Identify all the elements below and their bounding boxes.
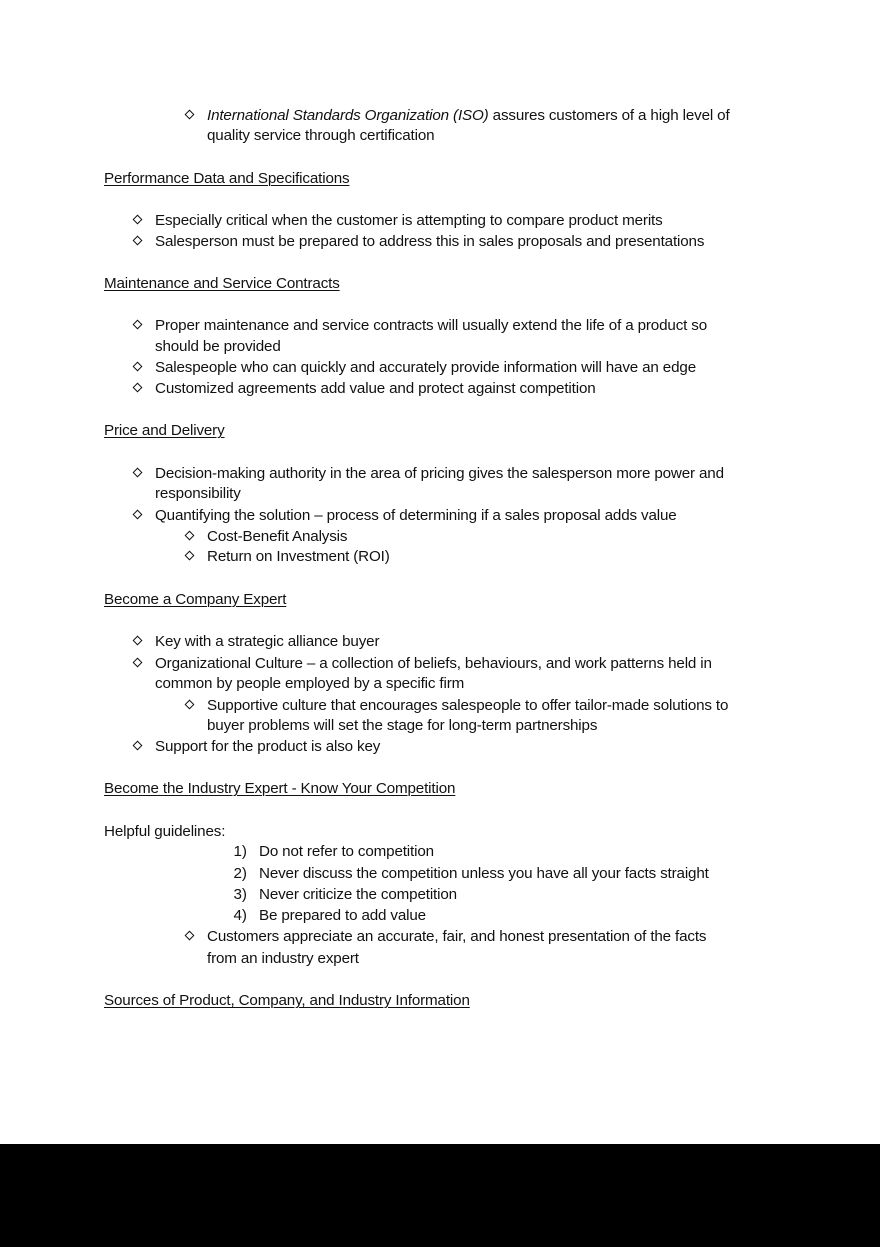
section-heading-performance: Performance Data and Specifications <box>104 170 350 187</box>
numbered-item-text: Do not refer to competition <box>259 843 434 860</box>
diamond-bullet-icon <box>133 468 143 478</box>
bullet-text-continued: responsibility <box>155 485 241 502</box>
diamond-bullet-icon <box>185 110 195 120</box>
bottom-black-band <box>0 1144 880 1247</box>
diamond-bullet-icon <box>133 636 143 646</box>
bullet-text: Salespeople who can quickly and accurately provide information will have an edge <box>155 359 696 376</box>
diamond-bullet-icon <box>133 658 143 668</box>
bullet-text: Customized agreements add value and protect against competition <box>155 380 596 397</box>
list-number: 1) <box>233 843 247 860</box>
section-heading-industry-expert: Become the Industry Expert - Know Your Competition <box>104 780 456 797</box>
list-number: 4) <box>233 907 247 924</box>
diamond-bullet-icon <box>185 551 195 561</box>
iso-bullet-line-2: quality service through certification <box>207 127 435 144</box>
diamond-bullet-icon <box>133 741 143 751</box>
diamond-bullet-icon <box>133 320 143 330</box>
section-heading-price-delivery: Price and Delivery <box>104 422 225 439</box>
diamond-bullet-icon <box>185 931 195 941</box>
diamond-bullet-icon <box>133 510 143 520</box>
bullet-text: Organizational Culture – a collection of beliefs, behaviours, and work patterns held in <box>155 655 712 672</box>
diamond-bullet-icon <box>133 383 143 393</box>
bullet-text: Proper maintenance and service contracts will usually extend the life of a product so <box>155 317 708 334</box>
bullet-text: Support for the product is also key <box>155 738 381 755</box>
diamond-bullet-icon <box>133 215 143 225</box>
iso-rest-text: assures customers of a high level of <box>488 107 730 124</box>
bullet-text: Decision-making authority in the area of pricing gives the salesperson more power and <box>155 465 724 482</box>
bullet-text-continued: common by people employed by a specific firm <box>155 675 465 692</box>
sub-bullet-text: Return on Investment (ROI) <box>207 548 390 565</box>
sub-bullet-text: Supportive culture that encourages salespeople to offer tailor-made solutions to <box>207 697 729 714</box>
sub-bullet-text: Customers appreciate an accurate, fair, and honest presentation of the facts <box>207 928 707 945</box>
section-heading-company-expert: Become a Company Expert <box>104 591 287 608</box>
diamond-bullet-icon <box>185 700 195 710</box>
bullet-text: Key with a strategic alliance buyer <box>155 633 380 650</box>
helpful-guidelines-label: Helpful guidelines: <box>104 823 226 840</box>
bullet-text: Especially critical when the customer is attempting to compare product merits <box>155 212 663 229</box>
iso-bullet-line-1 <box>207 105 730 126</box>
diamond-bullet-icon <box>133 362 143 372</box>
bullet-text: Salesperson must be prepared to address this in sales proposals and presentations <box>155 233 705 250</box>
bullet-text-continued: should be provided <box>155 338 281 355</box>
numbered-item-text: Be prepared to add value <box>259 907 426 924</box>
diamond-bullet-icon <box>133 236 143 246</box>
numbered-item-text: Never criticize the competition <box>259 886 457 903</box>
sub-bullet-text: Cost-Benefit Analysis <box>207 528 348 545</box>
sub-bullet-text-continued: buyer problems will set the stage for long-term partnerships <box>207 717 598 734</box>
sub-bullet-text-continued: from an industry expert <box>207 950 359 967</box>
list-number: 3) <box>233 886 247 903</box>
iso-italic-text: International Standards Organization (ISO) <box>207 107 489 124</box>
list-number: 2) <box>233 865 247 882</box>
diamond-bullet-icon <box>185 531 195 541</box>
section-heading-sources: Sources of Product, Company, and Industry Information <box>104 992 470 1009</box>
bullet-text: Quantifying the solution – process of determining if a sales proposal adds value <box>155 507 677 524</box>
section-heading-maintenance: Maintenance and Service Contracts <box>104 275 340 292</box>
numbered-item-text: Never discuss the competition unless you have all your facts straight <box>259 865 709 882</box>
